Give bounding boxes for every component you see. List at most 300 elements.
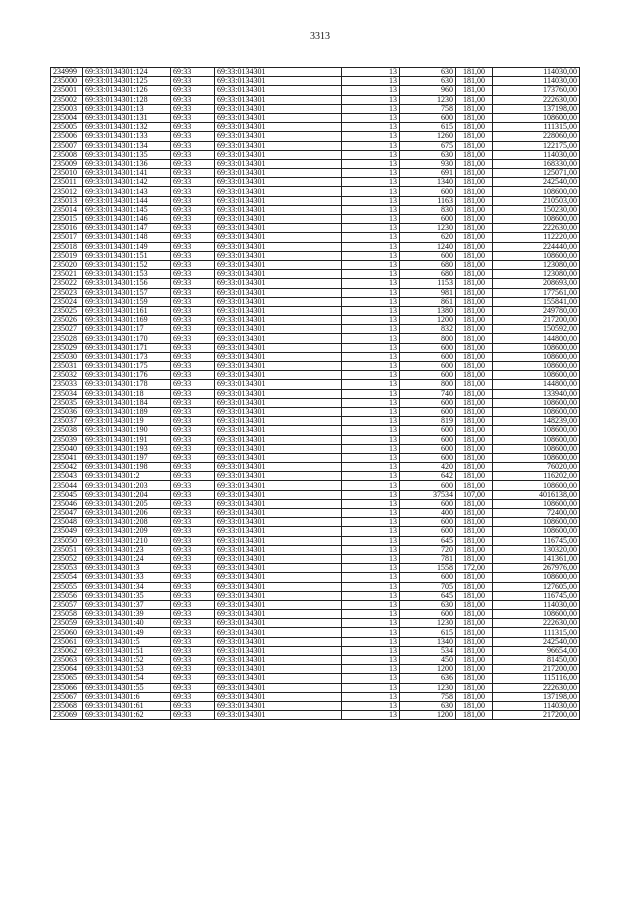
unit-price-cell: 181,00 [456, 224, 493, 233]
row-id-cell: 235004 [51, 113, 83, 122]
quarter-code-cell: 69:33:0134301 [215, 169, 342, 178]
quarter-code-cell: 69:33:0134301 [215, 270, 342, 279]
quarter-code-cell: 69:33:0134301 [215, 518, 342, 527]
rate-group-cell: 13 [342, 132, 400, 141]
row-id-cell: 235033 [51, 380, 83, 389]
table-row [51, 123, 580, 132]
district-code-cell: 69:33 [171, 352, 215, 361]
rate-group-cell: 13 [342, 573, 400, 582]
row-id-cell: 235012 [51, 187, 83, 196]
cadastral-number-cell: 69:33:0134301:54 [83, 674, 171, 683]
district-code-cell: 69:33 [171, 472, 215, 481]
cadastral-number-cell: 69:33:0134301:198 [83, 463, 171, 472]
table-row [51, 104, 580, 113]
quarter-code-cell: 69:33:0134301 [215, 362, 342, 371]
area-cell: 600 [400, 453, 456, 462]
row-id-cell: 235027 [51, 325, 83, 334]
cadastral-value-cell: 228060,00 [493, 132, 580, 141]
unit-price-cell: 181,00 [456, 701, 493, 710]
rate-group-cell: 13 [342, 343, 400, 352]
cadastral-number-cell: 69:33:0134301:125 [83, 77, 171, 86]
cadastral-number-cell: 69:33:0134301:34 [83, 582, 171, 591]
row-id-cell: 235010 [51, 169, 83, 178]
rate-group-cell: 13 [342, 362, 400, 371]
unit-price-cell: 181,00 [456, 463, 493, 472]
row-id-cell: 235028 [51, 334, 83, 343]
unit-price-cell: 181,00 [456, 141, 493, 150]
area-cell: 800 [400, 334, 456, 343]
rate-group-cell: 13 [342, 215, 400, 224]
rate-group-cell: 13 [342, 113, 400, 122]
cadastral-number-cell: 69:33:0134301:148 [83, 233, 171, 242]
row-id-cell: 235023 [51, 288, 83, 297]
cadastral-value-cell: 111315,00 [493, 628, 580, 637]
quarter-code-cell: 69:33:0134301 [215, 545, 342, 554]
cadastral-number-cell: 69:33:0134301:176 [83, 371, 171, 380]
unit-price-cell: 181,00 [456, 297, 493, 306]
table-row [51, 306, 580, 315]
area-cell: 1230 [400, 683, 456, 692]
rate-group-cell: 13 [342, 297, 400, 306]
district-code-cell: 69:33 [171, 68, 215, 77]
district-code-cell: 69:33 [171, 407, 215, 416]
unit-price-cell: 181,00 [456, 674, 493, 683]
area-cell: 600 [400, 371, 456, 380]
district-code-cell: 69:33 [171, 545, 215, 554]
area-cell: 1380 [400, 306, 456, 315]
cadastral-number-cell: 69:33:0134301:131 [83, 113, 171, 122]
table-row [51, 426, 580, 435]
district-code-cell: 69:33 [171, 205, 215, 214]
cadastral-value-cell: 108600,00 [493, 398, 580, 407]
cadastral-number-cell: 69:33:0134301:146 [83, 215, 171, 224]
table-row [51, 417, 580, 426]
district-code-cell: 69:33 [171, 288, 215, 297]
row-id-cell: 235018 [51, 242, 83, 251]
row-id-cell: 235063 [51, 656, 83, 665]
table-row [51, 545, 580, 554]
cadastral-number-cell: 69:33:0134301:18 [83, 389, 171, 398]
quarter-code-cell: 69:33:0134301 [215, 352, 342, 361]
district-code-cell: 69:33 [171, 260, 215, 269]
district-code-cell: 69:33 [171, 380, 215, 389]
table-row [51, 242, 580, 251]
row-id-cell: 235060 [51, 628, 83, 637]
quarter-code-cell: 69:33:0134301 [215, 288, 342, 297]
unit-price-cell: 181,00 [456, 435, 493, 444]
district-code-cell: 69:33 [171, 426, 215, 435]
cadastral-number-cell: 69:33:0134301:157 [83, 288, 171, 297]
cadastral-number-cell: 69:33:0134301:149 [83, 242, 171, 251]
quarter-code-cell: 69:33:0134301 [215, 435, 342, 444]
cadastral-value-cell: 112220,00 [493, 233, 580, 242]
quarter-code-cell: 69:33:0134301 [215, 564, 342, 573]
cadastral-number-cell: 69:33:0134301:156 [83, 279, 171, 288]
row-id-cell: 235036 [51, 407, 83, 416]
rate-group-cell: 13 [342, 178, 400, 187]
quarter-code-cell: 69:33:0134301 [215, 260, 342, 269]
quarter-code-cell: 69:33:0134301 [215, 343, 342, 352]
cadastral-value-cell: 108600,00 [493, 113, 580, 122]
rate-group-cell: 13 [342, 656, 400, 665]
table-row [51, 518, 580, 527]
table-row [51, 407, 580, 416]
quarter-code-cell: 69:33:0134301 [215, 77, 342, 86]
area-cell: 615 [400, 628, 456, 637]
cadastral-value-cell: 108600,00 [493, 352, 580, 361]
cadastral-value-cell: 108600,00 [493, 187, 580, 196]
cadastral-value-cell: 242540,00 [493, 637, 580, 646]
unit-price-cell: 181,00 [456, 169, 493, 178]
table-row [51, 536, 580, 545]
quarter-code-cell: 69:33:0134301 [215, 674, 342, 683]
area-cell: 1200 [400, 316, 456, 325]
rate-group-cell: 13 [342, 435, 400, 444]
district-code-cell: 69:33 [171, 499, 215, 508]
quarter-code-cell: 69:33:0134301 [215, 417, 342, 426]
district-code-cell: 69:33 [171, 518, 215, 527]
table-row [51, 573, 580, 582]
area-cell: 400 [400, 509, 456, 518]
table-row [51, 683, 580, 692]
row-id-cell: 235052 [51, 554, 83, 563]
rate-group-cell: 13 [342, 288, 400, 297]
cadastral-value-cell: 108600,00 [493, 610, 580, 619]
row-id-cell: 235038 [51, 426, 83, 435]
unit-price-cell: 181,00 [456, 646, 493, 655]
district-code-cell: 69:33 [171, 77, 215, 86]
unit-price-cell: 181,00 [456, 178, 493, 187]
rate-group-cell: 13 [342, 582, 400, 591]
row-id-cell: 235057 [51, 600, 83, 609]
table-row [51, 554, 580, 563]
cadastral-number-cell: 69:33:0134301:151 [83, 251, 171, 260]
unit-price-cell: 181,00 [456, 68, 493, 77]
area-cell: 600 [400, 481, 456, 490]
table-row [51, 398, 580, 407]
rate-group-cell: 13 [342, 509, 400, 518]
quarter-code-cell: 69:33:0134301 [215, 297, 342, 306]
table-row [51, 692, 580, 701]
area-cell: 1163 [400, 196, 456, 205]
row-id-cell: 235016 [51, 224, 83, 233]
district-code-cell: 69:33 [171, 628, 215, 637]
rate-group-cell: 13 [342, 270, 400, 279]
unit-price-cell: 181,00 [456, 362, 493, 371]
cadastral-number-cell: 69:33:0134301:37 [83, 600, 171, 609]
district-code-cell: 69:33 [171, 169, 215, 178]
area-cell: 758 [400, 104, 456, 113]
cadastral-number-cell: 69:33:0134301:133 [83, 132, 171, 141]
table-row [51, 205, 580, 214]
row-id-cell: 235024 [51, 297, 83, 306]
quarter-code-cell: 69:33:0134301 [215, 692, 342, 701]
area-cell: 630 [400, 701, 456, 710]
quarter-code-cell: 69:33:0134301 [215, 536, 342, 545]
cadastral-value-cell: 108600,00 [493, 453, 580, 462]
district-code-cell: 69:33 [171, 123, 215, 132]
table-row [51, 95, 580, 104]
district-code-cell: 69:33 [171, 371, 215, 380]
district-code-cell: 69:33 [171, 610, 215, 619]
row-id-cell: 235062 [51, 646, 83, 655]
row-id-cell: 235041 [51, 453, 83, 462]
cadastral-number-cell: 69:33:0134301:171 [83, 343, 171, 352]
unit-price-cell: 181,00 [456, 279, 493, 288]
row-id-cell: 234999 [51, 68, 83, 77]
rate-group-cell: 13 [342, 407, 400, 416]
district-code-cell: 69:33 [171, 665, 215, 674]
cadastral-number-cell: 69:33:0134301:210 [83, 536, 171, 545]
area-cell: 600 [400, 362, 456, 371]
table-row [51, 453, 580, 462]
rate-group-cell: 13 [342, 306, 400, 315]
area-cell: 600 [400, 343, 456, 352]
row-id-cell: 235039 [51, 435, 83, 444]
rate-group-cell: 13 [342, 398, 400, 407]
district-code-cell: 69:33 [171, 701, 215, 710]
area-cell: 630 [400, 68, 456, 77]
table-row [51, 316, 580, 325]
area-cell: 600 [400, 527, 456, 536]
cadastral-value-cell: 81450,00 [493, 656, 580, 665]
district-code-cell: 69:33 [171, 316, 215, 325]
cadastral-number-cell: 69:33:0134301:62 [83, 711, 171, 720]
row-id-cell: 235037 [51, 417, 83, 426]
quarter-code-cell: 69:33:0134301 [215, 600, 342, 609]
table-row [51, 362, 580, 371]
district-code-cell: 69:33 [171, 453, 215, 462]
unit-price-cell: 181,00 [456, 573, 493, 582]
quarter-code-cell: 69:33:0134301 [215, 132, 342, 141]
cadastral-number-cell: 69:33:0134301:161 [83, 306, 171, 315]
district-code-cell: 69:33 [171, 637, 215, 646]
quarter-code-cell: 69:33:0134301 [215, 279, 342, 288]
district-code-cell: 69:33 [171, 389, 215, 398]
cadastral-number-cell: 69:33:0134301:13 [83, 104, 171, 113]
district-code-cell: 69:33 [171, 343, 215, 352]
cadastral-number-cell: 69:33:0134301:191 [83, 435, 171, 444]
district-code-cell: 69:33 [171, 674, 215, 683]
row-id-cell: 235046 [51, 499, 83, 508]
row-id-cell: 235005 [51, 123, 83, 132]
quarter-code-cell: 69:33:0134301 [215, 637, 342, 646]
area-cell: 600 [400, 426, 456, 435]
row-id-cell: 235013 [51, 196, 83, 205]
area-cell: 600 [400, 352, 456, 361]
area-cell: 420 [400, 463, 456, 472]
table-row [51, 610, 580, 619]
table-row [51, 701, 580, 710]
quarter-code-cell: 69:33:0134301 [215, 499, 342, 508]
row-id-cell: 235000 [51, 77, 83, 86]
district-code-cell: 69:33 [171, 279, 215, 288]
cadastral-number-cell: 69:33:0134301:6 [83, 692, 171, 701]
quarter-code-cell: 69:33:0134301 [215, 591, 342, 600]
cadastral-number-cell: 69:33:0134301:193 [83, 444, 171, 453]
table-row [51, 215, 580, 224]
unit-price-cell: 181,00 [456, 610, 493, 619]
cadastral-value-cell: 114030,00 [493, 701, 580, 710]
row-id-cell: 235048 [51, 518, 83, 527]
unit-price-cell: 181,00 [456, 316, 493, 325]
area-cell: 781 [400, 554, 456, 563]
unit-price-cell: 181,00 [456, 242, 493, 251]
district-code-cell: 69:33 [171, 444, 215, 453]
rate-group-cell: 13 [342, 518, 400, 527]
row-id-cell: 235003 [51, 104, 83, 113]
cadastral-number-cell: 69:33:0134301:152 [83, 260, 171, 269]
area-cell: 861 [400, 297, 456, 306]
rate-group-cell: 13 [342, 150, 400, 159]
area-cell: 600 [400, 573, 456, 582]
cadastral-number-cell: 69:33:0134301:24 [83, 554, 171, 563]
quarter-code-cell: 69:33:0134301 [215, 646, 342, 655]
unit-price-cell: 181,00 [456, 132, 493, 141]
rate-group-cell: 13 [342, 242, 400, 251]
table-row [51, 288, 580, 297]
row-id-cell: 235049 [51, 527, 83, 536]
district-code-cell: 69:33 [171, 196, 215, 205]
area-cell: 930 [400, 159, 456, 168]
cadastral-value-cell: 108600,00 [493, 407, 580, 416]
table-row [51, 472, 580, 481]
table-row [51, 169, 580, 178]
district-code-cell: 69:33 [171, 463, 215, 472]
quarter-code-cell: 69:33:0134301 [215, 187, 342, 196]
unit-price-cell: 181,00 [456, 407, 493, 416]
cadastral-number-cell: 69:33:0134301:175 [83, 362, 171, 371]
cadastral-value-cell: 208693,00 [493, 279, 580, 288]
row-id-cell: 235015 [51, 215, 83, 224]
row-id-cell: 235065 [51, 674, 83, 683]
row-id-cell: 235061 [51, 637, 83, 646]
district-code-cell: 69:33 [171, 362, 215, 371]
quarter-code-cell: 69:33:0134301 [215, 619, 342, 628]
rate-group-cell: 13 [342, 95, 400, 104]
cadastral-value-cell: 217200,00 [493, 665, 580, 674]
cadastral-value-cell: 96654,00 [493, 646, 580, 655]
cadastral-number-cell: 69:33:0134301:128 [83, 95, 171, 104]
quarter-code-cell: 69:33:0134301 [215, 251, 342, 260]
unit-price-cell: 181,00 [456, 398, 493, 407]
table-row [51, 463, 580, 472]
cadastral-value-cell: 222630,00 [493, 95, 580, 104]
cadastral-value-cell: 148239,00 [493, 417, 580, 426]
rate-group-cell: 13 [342, 334, 400, 343]
unit-price-cell: 181,00 [456, 509, 493, 518]
area-cell: 450 [400, 656, 456, 665]
cadastral-value-cell: 4016138,00 [493, 490, 580, 499]
row-id-cell: 235032 [51, 371, 83, 380]
area-cell: 819 [400, 417, 456, 426]
rate-group-cell: 13 [342, 279, 400, 288]
quarter-code-cell: 69:33:0134301 [215, 481, 342, 490]
rate-group-cell: 13 [342, 692, 400, 701]
table-row [51, 371, 580, 380]
rate-group-cell: 13 [342, 683, 400, 692]
area-cell: 630 [400, 77, 456, 86]
rate-group-cell: 13 [342, 123, 400, 132]
cadastral-value-cell: 141361,00 [493, 554, 580, 563]
district-code-cell: 69:33 [171, 224, 215, 233]
quarter-code-cell: 69:33:0134301 [215, 334, 342, 343]
table-row [51, 150, 580, 159]
cadastral-number-cell: 69:33:0134301:184 [83, 398, 171, 407]
unit-price-cell: 181,00 [456, 628, 493, 637]
cadastral-value-cell: 108600,00 [493, 371, 580, 380]
rate-group-cell: 13 [342, 665, 400, 674]
district-code-cell: 69:33 [171, 233, 215, 242]
cadastral-value-cell: 108600,00 [493, 215, 580, 224]
cadastral-value-cell: 108600,00 [493, 251, 580, 260]
table-row [51, 628, 580, 637]
rate-group-cell: 13 [342, 251, 400, 260]
table-row [51, 619, 580, 628]
cadastral-value-cell: 127605,00 [493, 582, 580, 591]
row-id-cell: 235042 [51, 463, 83, 472]
rate-group-cell: 13 [342, 86, 400, 95]
cadastral-value-cell: 108600,00 [493, 573, 580, 582]
unit-price-cell: 181,00 [456, 260, 493, 269]
cadastral-number-cell: 69:33:0134301:144 [83, 196, 171, 205]
unit-price-cell: 181,00 [456, 270, 493, 279]
rate-group-cell: 13 [342, 233, 400, 242]
cadastral-value-cell: 114030,00 [493, 150, 580, 159]
cadastral-value-cell: 150230,00 [493, 205, 580, 214]
cadastral-value-cell: 217200,00 [493, 711, 580, 720]
cadastral-number-cell: 69:33:0134301:209 [83, 527, 171, 536]
district-code-cell: 69:33 [171, 251, 215, 260]
row-id-cell: 235047 [51, 509, 83, 518]
table-row [51, 637, 580, 646]
unit-price-cell: 181,00 [456, 306, 493, 315]
table-row [51, 490, 580, 499]
row-id-cell: 235055 [51, 582, 83, 591]
cadastral-value-cell: 125071,00 [493, 169, 580, 178]
unit-price-cell: 181,00 [456, 215, 493, 224]
unit-price-cell: 181,00 [456, 196, 493, 205]
row-id-cell: 235026 [51, 316, 83, 325]
cadastral-value-cell: 155841,00 [493, 297, 580, 306]
unit-price-cell: 181,00 [456, 536, 493, 545]
cadastral-value-cell: 116745,00 [493, 591, 580, 600]
cadastral-number-cell: 69:33:0134301:49 [83, 628, 171, 637]
area-cell: 1200 [400, 711, 456, 720]
area-cell: 1240 [400, 242, 456, 251]
area-cell: 37534 [400, 490, 456, 499]
area-cell: 642 [400, 472, 456, 481]
cadastral-number-cell: 69:33:0134301:189 [83, 407, 171, 416]
row-id-cell: 235008 [51, 150, 83, 159]
quarter-code-cell: 69:33:0134301 [215, 426, 342, 435]
district-code-cell: 69:33 [171, 600, 215, 609]
cadastral-value-cell: 222630,00 [493, 224, 580, 233]
quarter-code-cell: 69:33:0134301 [215, 242, 342, 251]
cadastral-number-cell: 69:33:0134301:203 [83, 481, 171, 490]
district-code-cell: 69:33 [171, 490, 215, 499]
unit-price-cell: 181,00 [456, 554, 493, 563]
unit-price-cell: 181,00 [456, 380, 493, 389]
cadastral-value-cell: 144800,00 [493, 380, 580, 389]
cadastral-value-cell: 108600,00 [493, 426, 580, 435]
table-row [51, 132, 580, 141]
quarter-code-cell: 69:33:0134301 [215, 233, 342, 242]
cadastral-value-cell: 108600,00 [493, 362, 580, 371]
quarter-code-cell: 69:33:0134301 [215, 527, 342, 536]
unit-price-cell: 181,00 [456, 453, 493, 462]
district-code-cell: 69:33 [171, 104, 215, 113]
